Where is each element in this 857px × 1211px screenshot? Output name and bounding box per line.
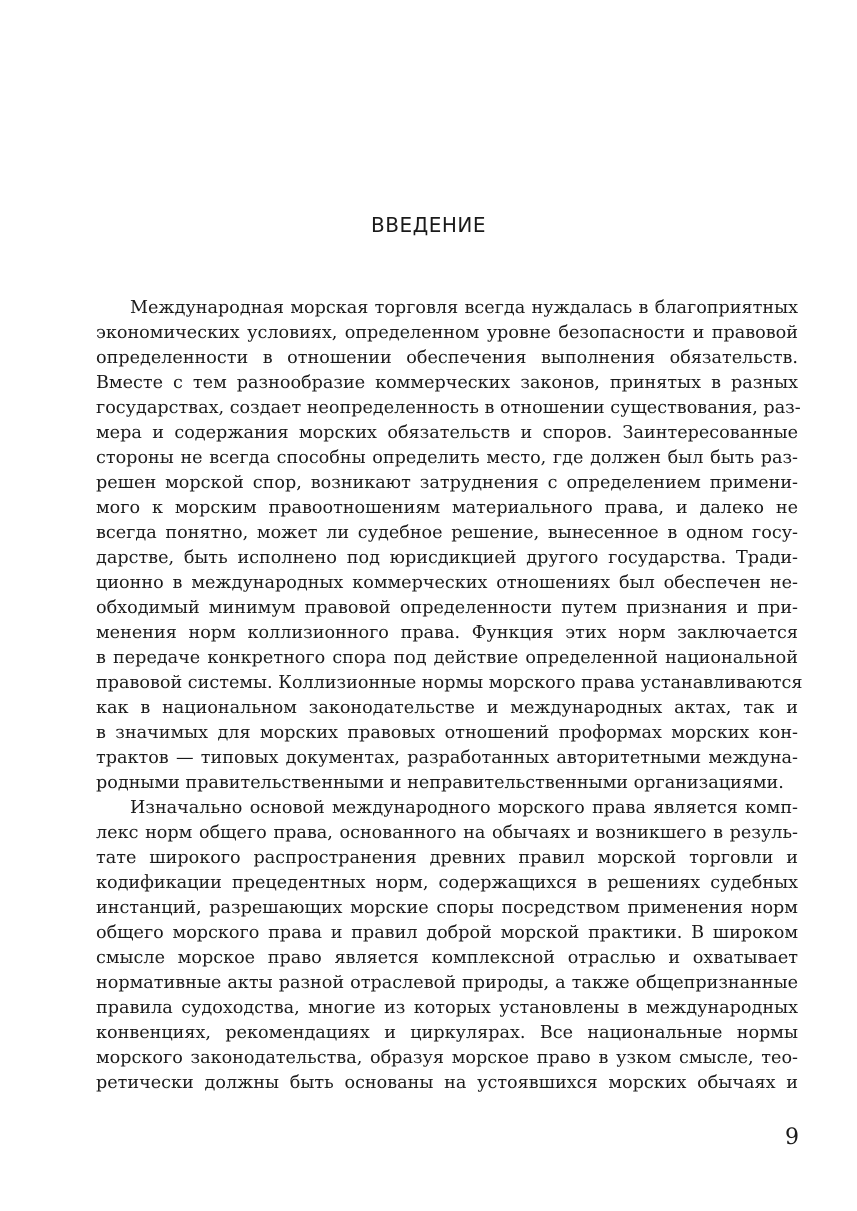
text-line: правила судоходства, многие из которых установлены в международных <box>96 998 798 1018</box>
text-line: Вместе с тем разнообразие коммерческих законов, принятых в разных <box>96 373 798 393</box>
text-line: инстанций, разрешающих морские споры посредством применения норм <box>96 898 798 918</box>
text-line: родными правительственными и неправительственными организациями. <box>96 773 784 793</box>
text-line: в значимых для морских правовых отношений проформах морских кон- <box>96 723 798 743</box>
text-line: общего морского права и правил доброй морской практики. В широком <box>96 923 798 943</box>
text-line: ретически должны быть основаны на устоявшихся морских обычаях и <box>96 1073 798 1093</box>
text-line: морского законодательства, образуя морское право в узком смысле, тео- <box>96 1048 798 1068</box>
text-line: Международная морская торговля всегда нуждалась в благоприятных <box>130 298 798 318</box>
text-line: трактов — типовых документах, разработанных авторитетными междуна- <box>96 748 798 768</box>
text-line: решен морской спор, возникают затруднения с определением примени- <box>96 473 798 493</box>
text-line: тате широкого распространения древних правил морской торговли и <box>96 848 798 868</box>
text-line: лекс норм общего права, основанного на обычаях и возникшего в резуль- <box>96 823 798 843</box>
text-line: мера и содержания морских обязательств и споров. Заинтересованные <box>96 423 798 443</box>
text-line: ционно в международных коммерческих отношениях был обеспечен не- <box>96 573 798 593</box>
paragraph-2 <box>96 796 798 1096</box>
text-line: конвенциях, рекомендациях и циркулярах. Все национальные нормы <box>96 1023 798 1043</box>
text-line: как в национальном законодательстве и международных актах, так и <box>96 698 798 718</box>
paragraph-1 <box>96 296 803 796</box>
text-line: определенности в отношении обеспечения выполнения обязательств. <box>96 348 798 368</box>
text-line: в передаче конкретного спора под действие определенной национальной <box>96 648 798 668</box>
text-line: смысле морское право является комплексной отраслью и охватывает <box>96 948 798 968</box>
text-line: обходимый минимум правовой определенности путем признания и при- <box>96 598 798 618</box>
text-line: государствах, создает неопределенность в отношении существования, раз- <box>96 398 801 418</box>
text-line: нормативные акты разной отраслевой природы, а также общепризнанные <box>96 973 798 993</box>
page-number: 9 <box>785 1125 799 1150</box>
text-line: менения норм коллизионного права. Функция этих норм заключается <box>96 623 798 643</box>
text-line: дарстве, быть исполнено под юрисдикцией другого государства. Тради- <box>96 548 798 568</box>
text-line: экономических условиях, определенном уровне безопасности и правовой <box>96 323 798 343</box>
text-line: всегда понятно, может ли судебное решение, вынесенное в одном госу- <box>96 523 798 543</box>
chapter-heading: ВВЕДЕНИЕ <box>371 213 486 237</box>
text-line: правовой системы. Коллизионные нормы морского права устанавливаются <box>96 673 803 693</box>
text-line: кодификации прецедентных норм, содержащихся в решениях судебных <box>96 873 798 893</box>
text-line: мого к морским правоотношениям материального права, и далеко не <box>96 498 798 518</box>
text-line: стороны не всегда способны определить место, где должен был быть раз- <box>96 448 798 468</box>
body-text <box>96 296 803 1096</box>
text-line: Изначально основой международного морского права является комп- <box>130 798 798 818</box>
